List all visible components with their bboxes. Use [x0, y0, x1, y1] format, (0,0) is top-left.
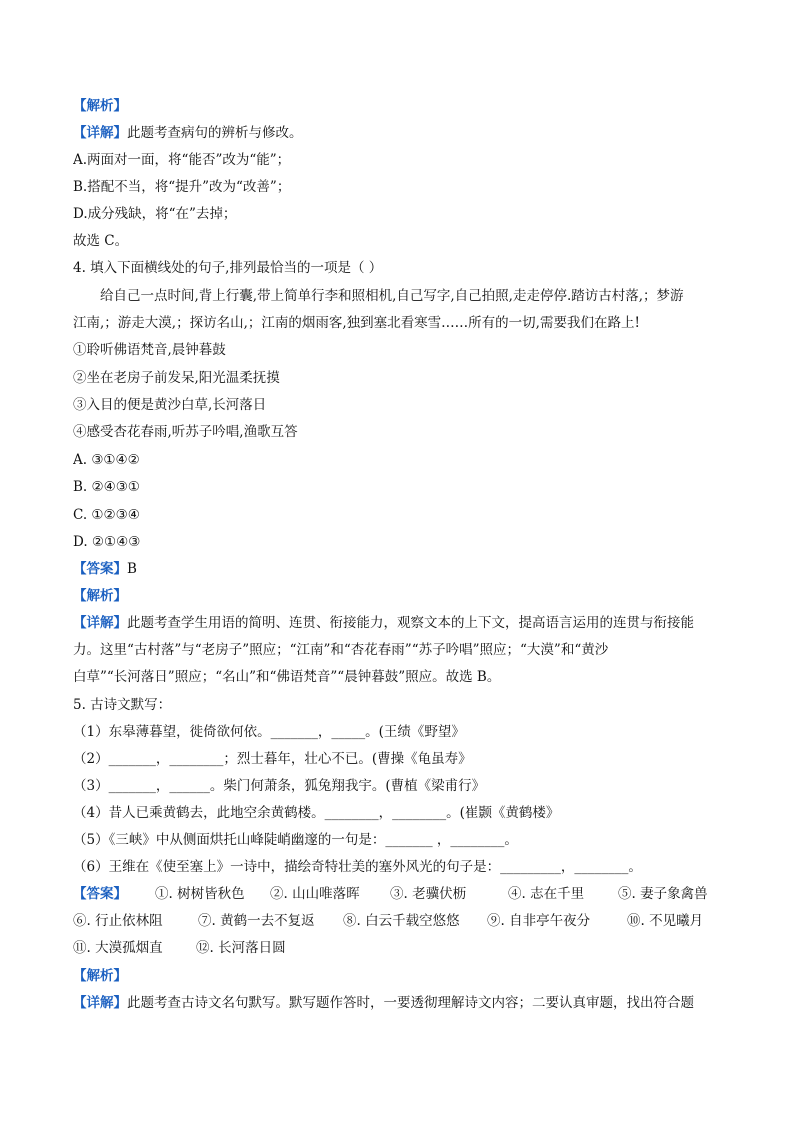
q5-item-3: （3）_______，______。柴门何萧条，狐兔翔我宇。(曹植《梁甫行》 — [73, 778, 486, 794]
answer-9: ⑨. 自非亭午夜分 — [487, 913, 591, 929]
q4-explain-header: 【解析】 — [73, 588, 127, 604]
answer-2: ②. 山山唯落晖 — [270, 886, 360, 902]
q5-explain-header: 【解析】 — [73, 968, 127, 984]
detail-tag: 【详解】 — [73, 125, 127, 141]
q4-sentence-4: ④感受杏花春雨,听苏子吟唱,渔歌互答 — [73, 424, 298, 440]
answer-1: ①. 树树皆秋色 — [155, 886, 245, 902]
q5-detail-text: 此题考查古诗文名句默写。默写题作答时，一要透彻理解诗文内容；二要认真审题，找出符合题 — [127, 995, 694, 1011]
answer-11: ⑪. 大漠孤烟直 — [73, 940, 163, 956]
q4-passage-line-2: 江南,；游走大漠,；探访名山,；江南的烟雨客,独到塞北看寒雪……所有的一切,需要我们在路上! — [73, 315, 640, 331]
answer-10: ⑩. 不见曦月 — [627, 913, 704, 929]
answer-7: ⑦. 黄鹤一去不复返 — [198, 913, 315, 929]
q5-detail — [73, 993, 733, 1015]
q5-item-5: （5）《三峡》中从侧面烘托山峰陡峭幽邃的一句是：_______ ，________。 — [73, 832, 518, 848]
q5-answer-row-2 — [73, 911, 733, 933]
q5-item-1: （1）东皋薄暮望，徙倚欲何依。_______，_____。(王绩《野望》 — [73, 724, 465, 740]
q5-answer-row-3 — [73, 938, 733, 960]
q4-option-d: D. ②①④③ — [73, 534, 141, 550]
q4-sentence-1: ①聆听佛语梵音,晨钟暮鼓 — [73, 342, 226, 358]
q5-item-2: （2）_______，________；烈士暮年，壮心不已。(曹操《龟虽寿》 — [73, 751, 472, 767]
q3-explain-header: 【解析】 — [73, 98, 127, 114]
q5-item-4: （4）昔人已乘黄鹤去，此地空余黄鹤楼。________，________。(崔颢《黄鹤楼》 — [73, 805, 560, 821]
q4-sentence-3: ③入目的便是黄沙白草,长河落日 — [73, 397, 267, 413]
q3-item-a: A.两面对一面，将“能否”改为“能”； — [73, 152, 291, 168]
q3-item-d: D.成分残缺，将“在”去掉； — [73, 206, 237, 222]
q4-answer-value: B — [127, 561, 137, 577]
q5-item-6: （6）王维在《使至塞上》一诗中，描绘奇特壮美的塞外风光的句子是：_________，________。 — [73, 859, 642, 875]
q4-detail-line-2: 力。这里“古村落”与“老房子”照应；“江南”和“杏花春雨”“苏子吟唱”照应；“大漠”和“黄沙 — [73, 642, 609, 658]
q3-conclusion: 故选 C。 — [73, 233, 129, 249]
answer-12: ⑫. 长河落日圆 — [196, 940, 286, 956]
q5-answer-row-1 — [73, 884, 733, 906]
q4-passage-line-1: 给自己一点时间,背上行囊,带上简单行李和照相机,自己写字,自己拍照,走走停停.踏访古村落,；梦游 — [100, 288, 684, 304]
q4-option-b: B. ②④③① — [73, 479, 140, 495]
answer-6: ⑥. 行止依林阻 — [73, 913, 163, 929]
answer-3: ③. 老骥伏枥 — [390, 886, 467, 902]
q3-detail — [73, 123, 733, 145]
q4-detail-line-3: 白草”“长河落日”照应；“名山”和“佛语梵音”“晨钟暮鼓”照应。故选 B。 — [73, 669, 501, 685]
q5-stem: 5. 古诗文默写： — [73, 697, 172, 713]
q3-item-b: B.搭配不当，将“提升”改为“改善”； — [73, 179, 291, 195]
answer-8: ⑧. 白云千载空悠悠 — [343, 913, 460, 929]
answer-tag: 【答案】 — [73, 886, 127, 902]
detail-tag: 【详解】 — [73, 615, 127, 631]
answer-tag: 【答案】 — [73, 561, 127, 577]
answer-4: ④. 志在千里 — [508, 886, 585, 902]
answer-5: ⑤. 妻子象禽兽 — [618, 886, 708, 902]
q4-sentence-2: ②坐在老房子前发呆,阳光温柔抚摸 — [73, 370, 280, 386]
q4-stem: 4. 填入下面横线处的句子,排列最恰当的一项是（ ） — [73, 260, 383, 276]
q4-detail-text-1: 此题考查学生用语的简明、连贯、衔接能力，观察文本的上下文，提高语言运用的连贯与衔接能 — [127, 615, 694, 631]
detail-tag: 【详解】 — [73, 995, 127, 1011]
q4-option-c: C. ①②③④ — [73, 507, 140, 523]
q4-option-a: A. ③①④② — [73, 452, 140, 468]
q4-answer — [73, 559, 733, 581]
q4-detail-line-1 — [73, 613, 733, 635]
q3-detail-text: 此题考查病句的辨析与修改。 — [127, 125, 303, 141]
